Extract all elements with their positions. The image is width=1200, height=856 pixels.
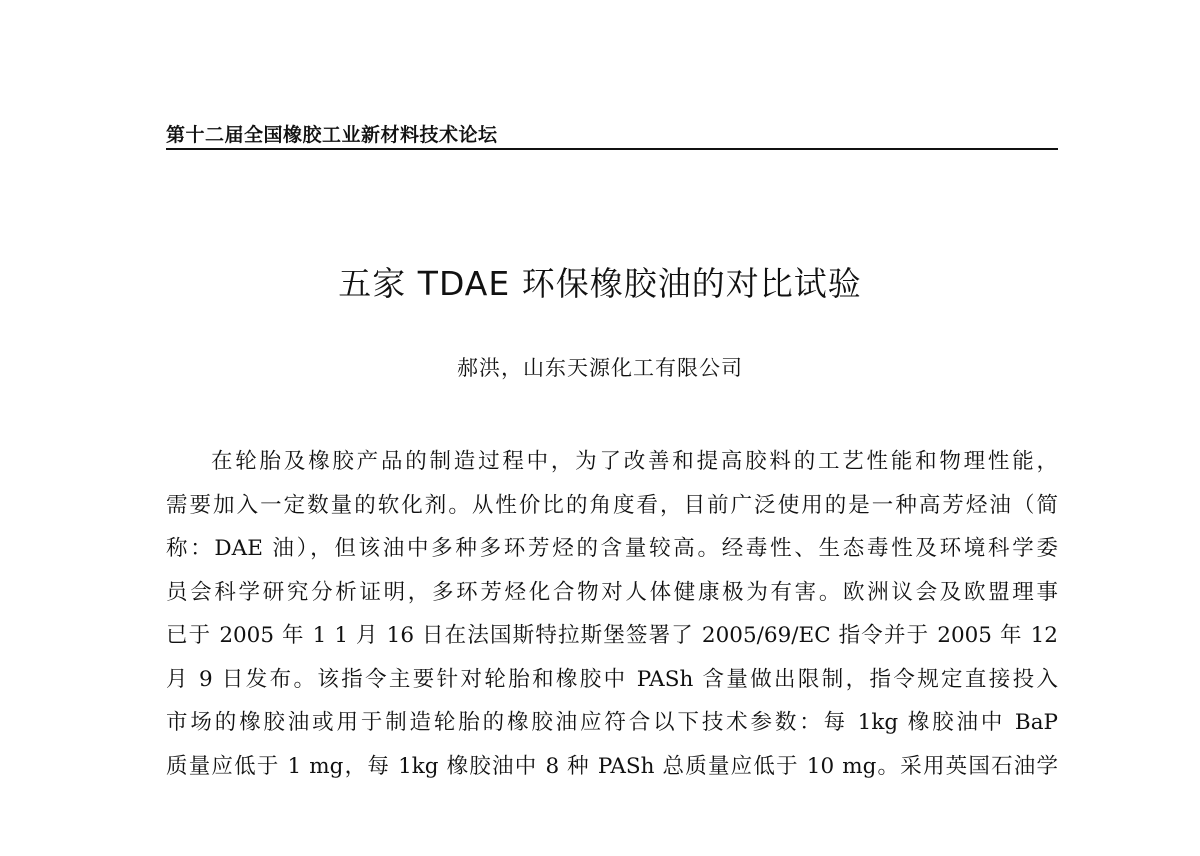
author-affiliation: 郝洪，山东天源化工有限公司 xyxy=(457,356,743,380)
paper-title: 五家 TDAE 环保橡胶油的对比试验 xyxy=(338,264,862,303)
body-line: 员会科学研究分析证明，多环芳烃化合物对人体健康极为有害。欧洲议会及欧盟理事 xyxy=(166,579,1058,605)
body-line: 称：DAE 油），但该油中多种多环芳烃的含量较高。经毒性、生态毒性及环境科学委 xyxy=(166,536,1058,561)
body-line: 市场的橡胶油或用于制造轮胎的橡胶油应符合以下技术参数：每 1kg 橡胶油中 BaP xyxy=(166,710,1058,735)
running-header xyxy=(166,116,1058,150)
body-line: 在轮胎及橡胶产品的制造过程中，为了改善和提高胶料的工艺性能和物理性能， xyxy=(211,449,1058,474)
body-line: 需要加入一定数量的软化剂。从性价比的角度看，目前广泛使用的是一种高芳烃油（简 xyxy=(166,492,1058,518)
body-paragraph xyxy=(166,446,1058,794)
body-line: 质量应低于 1 mg，每 1kg 橡胶油中 8 种 PASh 总质量应低于 10 mg。采用英国石油学 xyxy=(166,753,1058,779)
body-line: 已于 2005 年 1 1 月 16 日在法国斯特拉斯堡签署了 2005/69/EC 指令并于 2005 年 12 xyxy=(166,623,1058,648)
journal-name: 第十二届全国橡胶工业新材料技术论坛 xyxy=(166,124,498,146)
body-line: 月 9 日发布。该指令主要针对轮胎和橡胶中 PASh 含量做出限制，指令规定直接投入 xyxy=(166,666,1058,692)
